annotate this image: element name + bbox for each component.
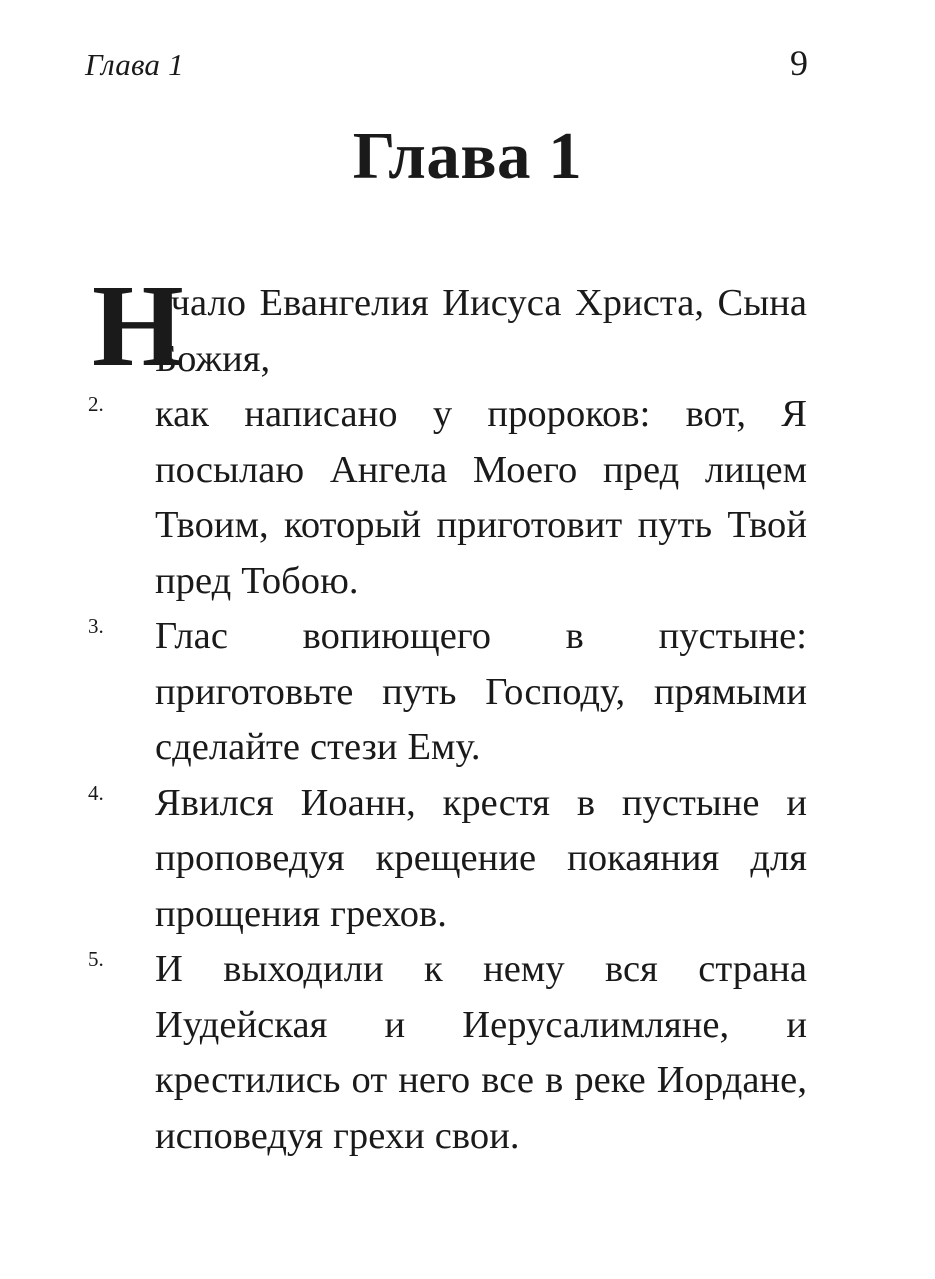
chapter-title: Глава 1 — [352, 119, 583, 193]
body-text-column — [88, 260, 807, 1164]
verse-3 — [88, 609, 807, 776]
verse-number: 4. — [88, 780, 104, 805]
verse-5 — [88, 942, 807, 1164]
verse-text: Явился Иоанн, крестя в пустыне и проповедуя крещение покаяния для прощения грехов. — [155, 781, 807, 935]
verse-text: ачало Евангелия Иисуса Христа, Сына Божия, — [155, 282, 807, 380]
verse-number: 2. — [88, 392, 104, 416]
running-head — [85, 43, 808, 90]
verse-2 — [88, 387, 807, 609]
verse-number: 3. — [88, 614, 104, 638]
verse-text: Глас вопиющего в пустыне: приготовьте путь Господу, прямыми сделайте стези Ему. — [155, 615, 807, 768]
verse-4 — [88, 776, 807, 943]
verse-text: как написано у пророков: вот, Я посылаю Ангела Моего пред лицем Твоим, который приготовит путь Твой пред Тобою. — [155, 393, 807, 602]
page-number: 9 — [790, 43, 808, 83]
running-head-title: Глава 1 — [85, 47, 184, 82]
drop-cap-letter: Н — [92, 260, 184, 391]
verse-1 — [88, 260, 807, 391]
verse-number: 5. — [88, 947, 104, 971]
verse-text: И выходили к нему вся страна Иудейская и Иерусалимляне, и крестились от него все в реке Иордане, исповедуя грехи свои. — [155, 948, 807, 1157]
